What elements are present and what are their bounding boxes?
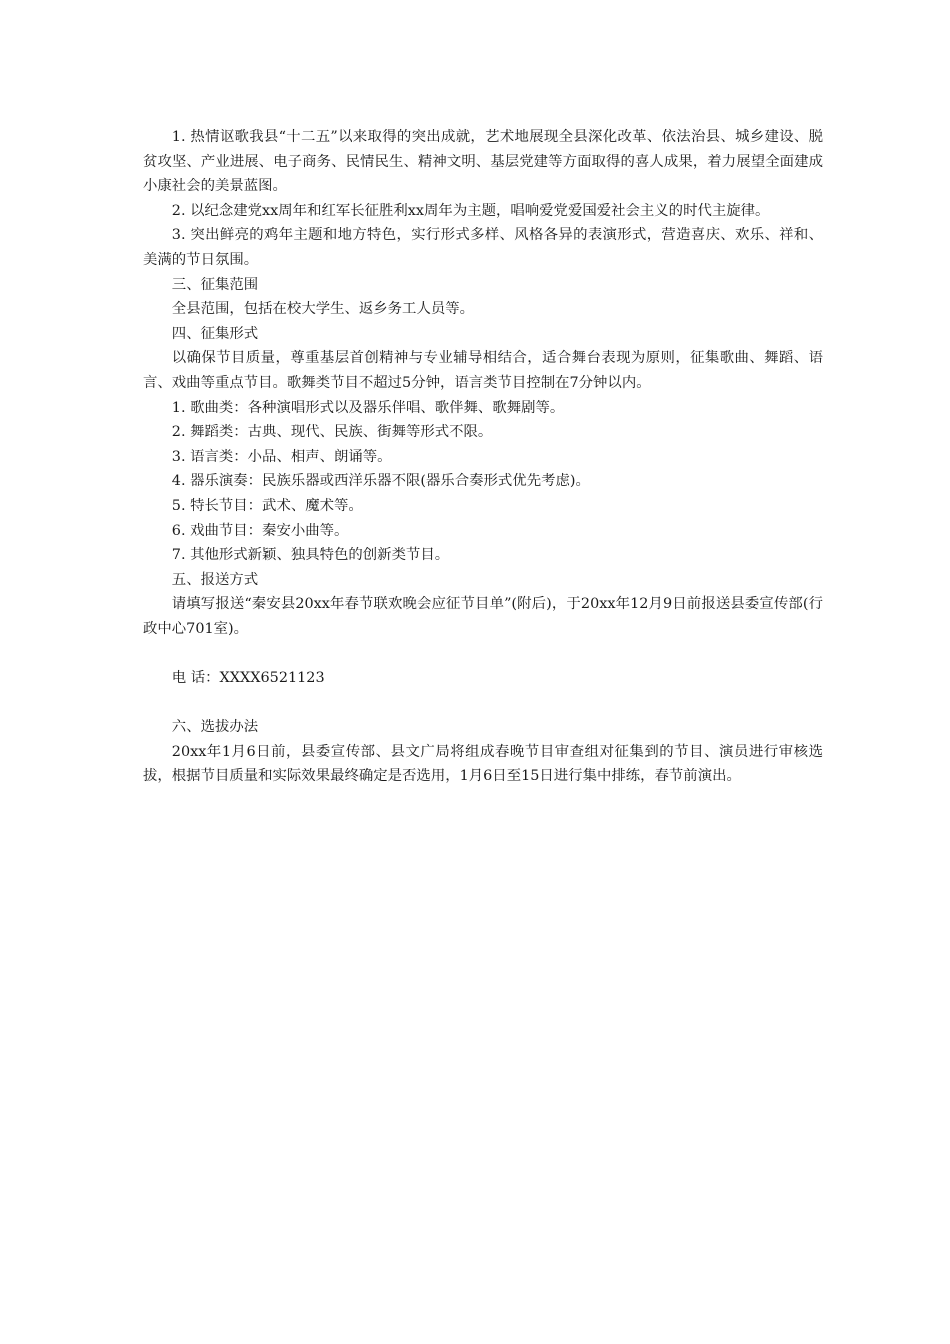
- paragraph-goal-2: 2. 以纪念建党xx周年和红军长征胜利xx周年为主题，唱响爱党爱国爱社会主义的时代主旋律。: [171, 202, 770, 219]
- section-heading-form: 四、征集形式: [171, 325, 259, 342]
- list-item-specialty: 5. 特长节目：武术、魔术等。: [171, 497, 363, 514]
- paragraph-selection: 20xx年1月6日前，县委宣传部、县文广局将组成春晚节目审查组对征集到的节目、演员进行审核选拔，根据节目质量和实际效果最终确定是否选用，1月6日至15日进行集中排练，春节前演出。: [143, 743, 823, 785]
- list-item-language: 3. 语言类：小品、相声、朗诵等。: [171, 448, 392, 465]
- list-item-dance: 2. 舞蹈类：古典、现代、民族、街舞等形式不限。: [171, 424, 493, 441]
- phone-line: 电 话：XXXX6521123: [171, 670, 325, 687]
- paragraph-submission: 请填写报送“秦安县20xx年春节联欢晚会应征节目单”(附后)，于20xx年12月9日前报送县委宣传部(行政中心701室)。: [143, 596, 823, 637]
- paragraph-scope: 全县范围，包括在校大学生、返乡务工人员等。: [171, 301, 475, 318]
- list-item-instrumental: 4. 器乐演奏：民族乐器或西洋乐器不限(器乐合奏形式优先考虑)。: [171, 473, 590, 490]
- list-item-songs: 1. 歌曲类：各种演唱形式以及器乐伴唱、歌伴舞、歌舞剧等。: [171, 399, 565, 416]
- paragraph-form: 以确保节目质量，尊重基层首创精神与专业辅导相结合，适合舞台表现为原则，征集歌曲、舞蹈、语言、戏曲等重点节目。歌舞类节目不超过5分钟，语言类节目控制在7分钟以内。: [143, 350, 823, 391]
- blank-line: [143, 641, 823, 666]
- paragraph-goal-3: 3. 突出鲜亮的鸡年主题和地方特色，实行形式多样、风格各异的表演形式，营造喜庆、欢乐、祥和、美满的节日氛围。: [143, 227, 823, 268]
- paragraph-goal-1: 1. 热情讴歌我县“十二五”以来取得的突出成就，艺术地展现全县深化改革、依法治县、城乡建设、脱贫攻坚、产业进展、电子商务、民情民生、精神文明、基层党建等方面取得的喜人成果，着力展望全面建成小康社会的美景蓝图。: [143, 129, 823, 195]
- list-item-opera: 6. 戏曲节目：秦安小曲等。: [171, 522, 349, 539]
- blank-line: [143, 691, 823, 716]
- section-heading-submission: 五、报送方式: [171, 571, 259, 588]
- section-heading-selection: 六、选拔办法: [171, 719, 259, 736]
- document-page: [143, 125, 823, 789]
- list-item-other: 7. 其他形式新颖、独具特色的创新类节目。: [171, 547, 450, 564]
- section-heading-scope: 三、征集范围: [171, 276, 259, 293]
